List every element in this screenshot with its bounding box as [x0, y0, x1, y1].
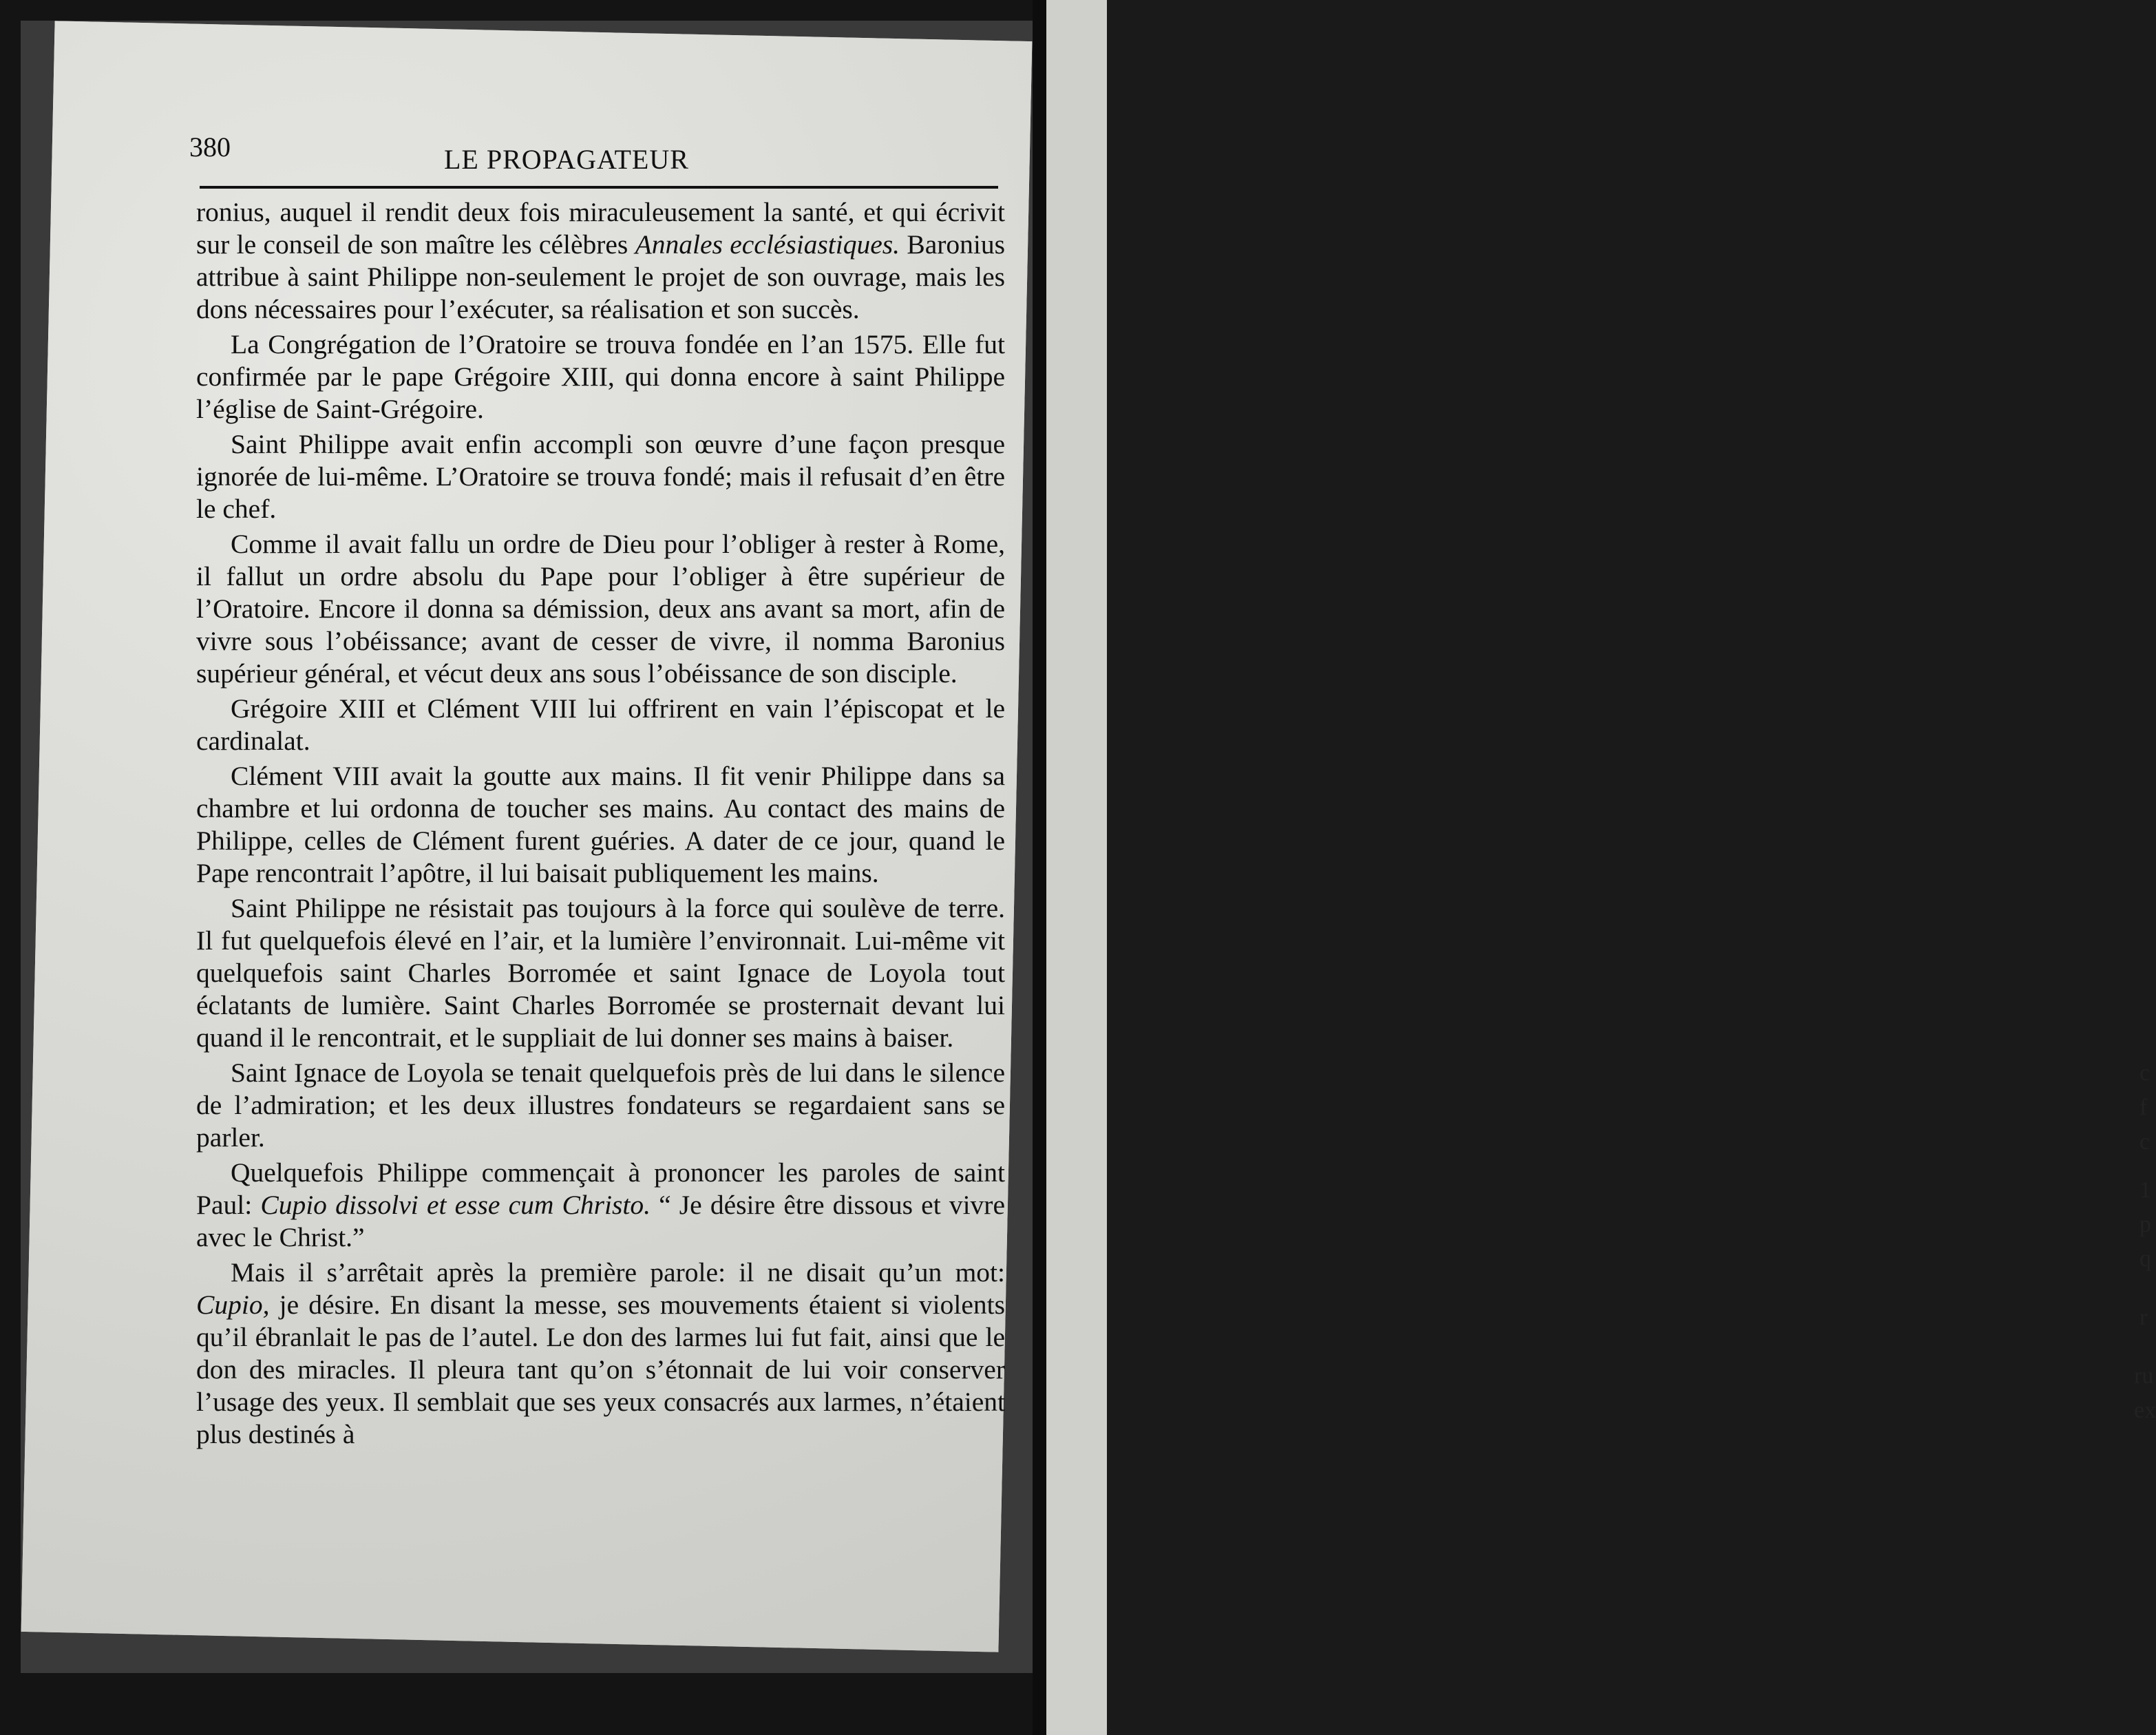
margin-fragment: ex: [2134, 1398, 2156, 1423]
italic-text: Cupio dissolvi et esse cum Christo.: [260, 1190, 651, 1220]
page-header: [189, 124, 998, 179]
text-segment: Grégoire XIII et Clément VIII lui offrirent en vain l’épiscopat et le cardinalat.: [196, 693, 1005, 756]
page-number: 380: [189, 132, 231, 162]
margin-fragment: q: [2139, 1246, 2151, 1272]
italic-text: Annales ecclésiastiques.: [635, 229, 900, 260]
margin-fragment: 1: [2139, 1177, 2151, 1203]
text-segment: Saint Ignace de Loyola se tenait quelquefois près de lui dans le silence de l’admiration; et les deux illustres fondateurs se regardaient sans se parler.: [196, 1058, 1005, 1153]
running-head: LE PROPAGATEUR: [444, 144, 689, 175]
text-segment: Saint Philippe avait enfin accompli son œuvre d’une façon presque ignorée de lui-même. L’Oratoire se trouva fondé; mais il refusait d’en être le chef.: [196, 429, 1005, 524]
text-segment: La Congrégation de l’Oratoire se trouva fondée en l’an 1575. Elle fut confirmée par le pape Grégoire XIII, qui donna encore à saint Philippe l’église de Saint-Grégoire.: [196, 329, 1005, 424]
margin-fragment: c: [2139, 1060, 2150, 1086]
text-segment: Mais il s’arrêtait après la première parole: il ne disait qu’un mot:: [231, 1257, 1005, 1287]
text-segment: je désire. En disant la messe, ses mouvements étaient si violents qu’il ébranlait le pas de l’autel. Le don des larmes lui fut fait, ainsi que le don des miracles. Il pleura tant qu’on s’étonnait de lui voir conserver l’usage des yeux. Il semblait que ses yeux consacrés aux larmes, n’étaient plus destinés à: [196, 1290, 1005, 1449]
paragraph: [196, 196, 1005, 326]
text-segment: ronius, auquel il rendit deux fois miraculeusement la santé, et qui écrivit sur le conseil de son maître les célèbres: [196, 197, 1005, 260]
text-segment: Baronius attribue à saint Philippe non-seulement le projet de son ouvrage, mais les dons nécessaires pour l’exécuter, sa réalisation et son succès.: [196, 229, 1005, 324]
facing-page-edge: [1046, 0, 2156, 1735]
paragraph: [196, 1256, 1005, 1451]
margin-fragment: ru: [2134, 1363, 2154, 1389]
header-rule: [200, 186, 998, 189]
margin-fragment: c: [2139, 1129, 2150, 1155]
body-text: [196, 196, 1005, 1451]
text-segment: Comme il avait fallu un ordre de Dieu pour l’obliger à rester à Rome, il fallut un ordre absolu du Pape pour l’obliger à être supérieur de l’Oratoire. Encore il donna sa démission, deux ans avant sa mort, afin de vivre sous l’obéissance; avant de cesser de vivre, il nomma Baronius supérieur général, et vécut deux ans sous l’obéissance de son disciple.: [196, 529, 1005, 688]
text-segment: Saint Philippe ne résistait pas toujours à la force qui soulève de terre. Il fut quelquefois élevé en l’air, et la lumière l’environnait. Lui-même vit quelquefois saint Charles Borromée et saint Ignace de Loyola tout éclatants de lumière. Saint Charles Borromée se prosternait devant lui quand il le rencontrait, et le suppliait de lui donner ses mains à baiser.: [196, 893, 1005, 1053]
paragraph: [196, 428, 1005, 525]
italic-text: Cupio,: [196, 1290, 270, 1320]
margin-fragment: f: [2139, 1095, 2148, 1120]
text-segment: “ Je désire être dissous et vivre avec le Christ.”: [196, 1190, 1005, 1252]
text-segment: Quelquefois Philippe commençait à prononcer les paroles de saint Paul:: [196, 1157, 1005, 1220]
text-segment: Clément VIII avait la goutte aux mains. Il fit venir Philippe dans sa chambre et lui ordonna de toucher ses mains. Au contact des mains de Philippe, celles de Clément furent guéries. A dater de ce jour, quand le Pape rencontrait l’apôtre, il lui baisait publiquement les mains.: [196, 761, 1005, 888]
margin-fragment: p: [2139, 1212, 2151, 1237]
paragraph: [196, 1057, 1005, 1154]
paragraph: [196, 528, 1005, 690]
paragraph: [196, 1157, 1005, 1254]
margin-fragment: r: [2139, 1305, 2148, 1330]
paragraph: [196, 892, 1005, 1054]
paragraph: [196, 328, 1005, 425]
paragraph: [196, 693, 1005, 757]
paragraph: [196, 760, 1005, 890]
